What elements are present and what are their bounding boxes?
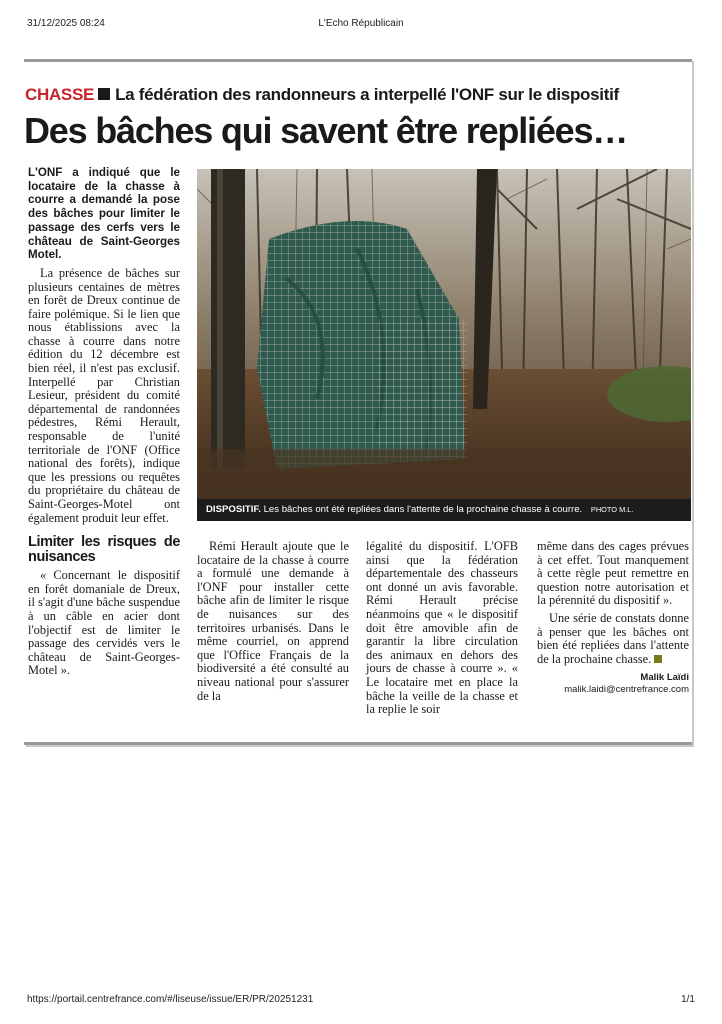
print-datetime: 31/12/2025 08:24	[27, 18, 105, 29]
caption-text: Les bâches ont été repliées dans l'attente de la prochaine chasse à courre.	[263, 504, 583, 515]
print-source-title: L'Echo Républicain	[318, 18, 404, 29]
article-paragraph: « Concernant le dispositif en forêt domaniale de Dreux, il s'agit d'une bâche suspendue à un câble en acier dont l'objectif est de limiter le passage des cervidés vers le château de Saint-Georges-Motel ».	[28, 568, 180, 678]
author-signature	[537, 672, 689, 696]
end-square-icon	[654, 655, 662, 663]
article-paragraph: La présence de bâches sur plusieurs centaines de mètres en forêt de Dreux continue de faire polémique. Si le lien que nous établissions avec la chasse à courre dans notre édition du 12 décembre est bien réel, il n'est pas exclusif. Interpellé par Christian Lesieur, président du comité départemental de randonnées pédestres, Rémi Herault, responsable de l'unité territoriale de l'ONF (Office national des forêts), indique que les pressions ou requêtes du propriétaire du château de Saint-Georges-Motel ont également produit leur effet.	[28, 265, 180, 525]
page-number: 1/1	[681, 994, 695, 1005]
caption-label: DISPOSITIF.	[206, 504, 261, 515]
article-kicker	[25, 85, 619, 105]
author-name: Malik Laïdi	[640, 672, 689, 684]
photo-credit: PHOTO M.L.	[590, 505, 634, 514]
square-bullet-icon	[98, 88, 110, 100]
photo-caption	[197, 499, 691, 521]
article-headline: Des bâches qui savent être repliées…	[24, 110, 628, 151]
kicker-text: La fédération des randonneurs a interpellé l'ONF sur le dispositif	[115, 85, 619, 104]
article-photo	[197, 169, 691, 499]
newspaper-article	[24, 59, 692, 745]
article-lead: L'ONF a indiqué que le locataire de la chasse à courre a demandé la pose des bâches pour limiter le passage des cerfs vers le château de Saint-Georges Motel.	[28, 166, 180, 262]
print-url: https://portail.centrefrance.com/#/liseuse/issue/ER/PR/20251231	[27, 994, 314, 1005]
article-column-1	[28, 166, 180, 678]
article-subheading: Limiter les risques de nuisances	[28, 534, 180, 566]
article-column-3	[366, 540, 518, 717]
article-paragraph-final: Une série de constats donne à penser que les bâches ont bien été repliées dans l'attente de la prochaine chasse.	[537, 610, 689, 666]
article-paragraph-continued: légalité du dispositif. L'OFB ainsi que la fédération départementale des chasseurs ont donné un avis favorable. Rémi Herault précise néanmoins que « le dispositif doit être amovible afin de garantir la libre circulation des animaux en dehors des jours de chasse à courre ». « Le locataire met en place la bâche la veille de la chasse et la replie le soir	[366, 539, 518, 717]
forest-tarp-photo	[197, 169, 691, 499]
article-paragraph-continued: même dans des cages prévues à cet effet. Tout manquement à cette règle peut remettre en question notre autorisation et la pérennité du dispositif ».	[537, 539, 689, 608]
article-column-2	[197, 540, 349, 703]
category-tag: CHASSE	[25, 85, 95, 104]
article-column-4	[537, 540, 689, 696]
article-paragraph: Rémi Herault ajoute que le locataire de la chasse à courre a formulé une demande à l'ONF pour installer cette bâche afin de limiter le risque de nuisances sur des territoires urbanisés. Dans le même courriel, on apprend que l'Office Français de la biodiversité a été consulté au niveau national pour s'assurer de la	[197, 539, 349, 703]
author-email: malik.laidi@centrefrance.com	[564, 684, 689, 696]
